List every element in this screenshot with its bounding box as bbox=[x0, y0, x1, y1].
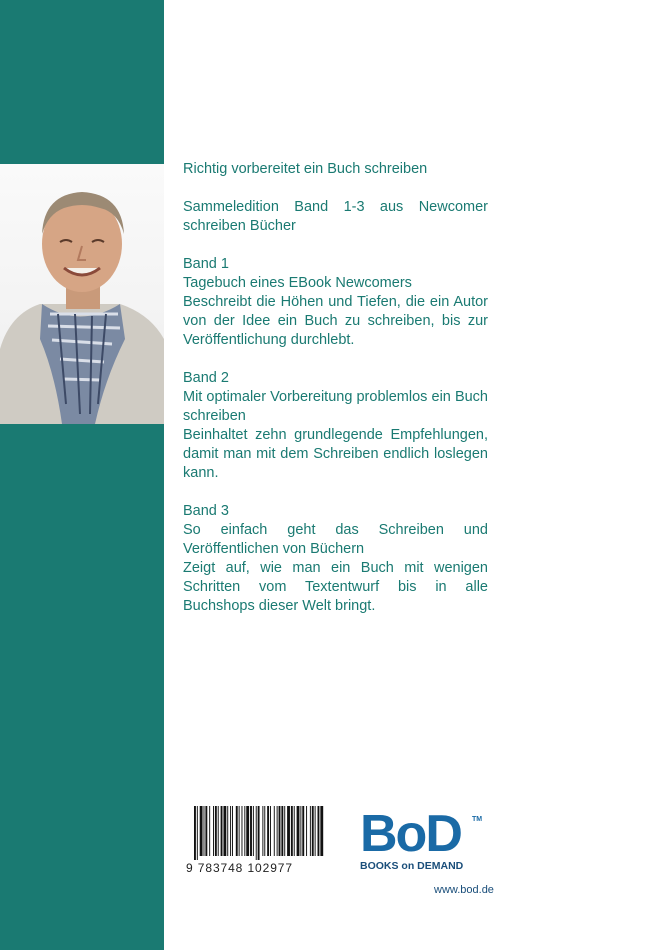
cover-sidebar bbox=[0, 0, 164, 950]
barcode-bar bbox=[218, 806, 219, 856]
barcode-bar bbox=[302, 806, 304, 856]
band-2-description: Beinhaltet zehn grundlegende Empfehlungen, damit man mit dem Schreiben endlich loslegen kann. bbox=[183, 427, 488, 481]
band-2-title: Mit optimaler Vorbereitung problemlos ein Buch schreiben bbox=[183, 389, 488, 424]
publisher-logo-letters: BoD bbox=[360, 805, 461, 863]
barcode-bar bbox=[227, 806, 228, 856]
barcode-bar bbox=[205, 806, 207, 856]
barcode-icon bbox=[186, 806, 324, 860]
barcode-bar bbox=[215, 806, 217, 856]
band-1-title: Tagebuch eines EBook Newcomers bbox=[183, 275, 412, 291]
publisher-url[interactable]: www.bod.de bbox=[434, 884, 494, 896]
barcode-bar bbox=[310, 806, 311, 856]
barcode-bar bbox=[244, 806, 245, 856]
barcode-bar bbox=[297, 806, 300, 856]
back-cover-text bbox=[183, 160, 488, 616]
barcode-bar bbox=[267, 806, 269, 856]
barcode-bar bbox=[197, 806, 198, 860]
barcode-bar bbox=[242, 806, 243, 856]
barcode-bar bbox=[250, 806, 252, 856]
barcode-bar bbox=[256, 806, 257, 860]
barcode-bar bbox=[315, 806, 316, 856]
barcode-digits: 9 783748 102977 bbox=[186, 861, 293, 875]
band-2-label: Band 2 bbox=[183, 370, 229, 386]
barcode-bar bbox=[253, 806, 254, 856]
barcode-bar bbox=[264, 806, 265, 856]
barcode-bar bbox=[279, 806, 281, 856]
barcode-bar bbox=[312, 806, 314, 856]
band-3-label: Band 3 bbox=[183, 503, 229, 519]
barcode-bar bbox=[200, 806, 203, 856]
barcode-bar bbox=[236, 806, 238, 856]
barcode-bar bbox=[239, 806, 240, 856]
isbn-barcode bbox=[186, 806, 324, 878]
barcode-bar bbox=[291, 806, 293, 856]
barcode-bar bbox=[232, 806, 233, 856]
book-subtitle: Sammeledition Band 1-3 aus Newcomer schreiben Bücher bbox=[183, 199, 488, 234]
barcode-bar bbox=[209, 806, 210, 856]
publisher-tagline: BOOKS on DEMAND bbox=[360, 860, 464, 872]
barcode-bar bbox=[194, 806, 196, 860]
barcode-bar bbox=[221, 806, 223, 856]
barcode-bar bbox=[284, 806, 285, 856]
band-1-label: Band 1 bbox=[183, 256, 229, 272]
barcode-bar bbox=[270, 806, 271, 856]
author-photo bbox=[0, 164, 164, 424]
barcode-bar bbox=[246, 806, 249, 856]
barcode-bar bbox=[204, 806, 205, 856]
barcode-bar bbox=[287, 806, 290, 856]
barcode-bar bbox=[213, 806, 214, 856]
barcode-bar bbox=[306, 806, 307, 856]
band-3-description: Zeigt auf, wie man ein Buch mit wenigen Schritten vom Textentwurf bis in alle Buchshops dieser Welt bringt. bbox=[183, 560, 488, 614]
trademark-mark: TM bbox=[472, 816, 483, 823]
barcode-bar bbox=[230, 806, 231, 856]
author-photo-icon bbox=[0, 164, 164, 424]
barcode-bar bbox=[277, 806, 278, 856]
barcode-bar bbox=[281, 806, 283, 856]
barcode-bar bbox=[274, 806, 275, 856]
barcode-bar bbox=[294, 806, 295, 856]
barcode-bar bbox=[258, 806, 260, 860]
band-3-title: So einfach geht das Schreiben und Veröffentlichen von Büchern bbox=[183, 522, 488, 557]
barcode-bar bbox=[262, 806, 263, 856]
barcode-bar bbox=[223, 806, 226, 856]
barcode-bar bbox=[318, 806, 320, 856]
book-title: Richtig vorbereitet ein Buch schreiben bbox=[183, 161, 428, 177]
band-1-description: Beschreibt die Höhen und Tiefen, die ein Autor von der Idee ein Buch zu schreiben, bis zur Veröffentlichung durchlebt. bbox=[183, 294, 488, 348]
publisher-logo[interactable] bbox=[360, 805, 483, 872]
barcode-bar bbox=[300, 806, 301, 856]
barcode-bar bbox=[320, 806, 323, 856]
